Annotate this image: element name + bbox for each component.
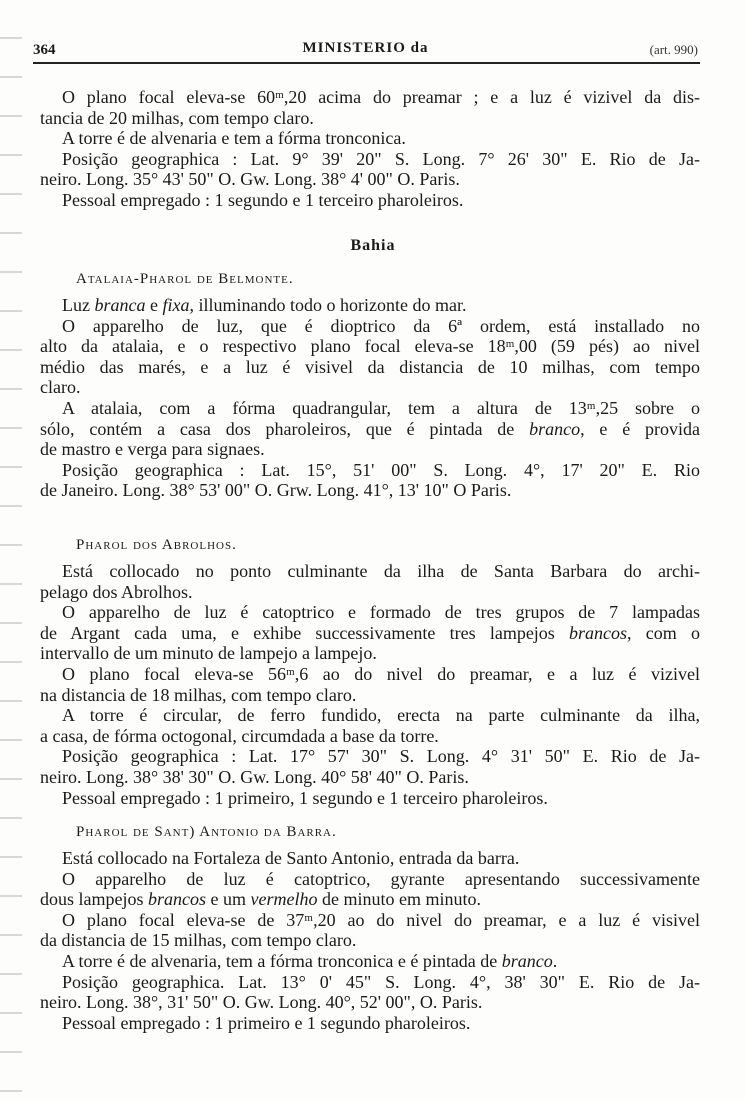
text-segment: Posição geographica. Lat. 13° 0' 45" S. Long. 4°, 38' 30" E. Rio de Ja-	[62, 971, 700, 992]
text-segment: A torre é de alvenaria, tem a fórma tronconica e é pintada de	[62, 950, 502, 971]
text-segment: médio das marés, e a luz é visivel da distancia de 10 milhas, com tempo	[40, 356, 700, 377]
text-line	[40, 848, 700, 869]
text-line	[40, 561, 700, 582]
text-line	[40, 357, 700, 378]
text-line	[40, 685, 700, 706]
text-line	[40, 623, 700, 644]
text-segment: A torre é de alvenaria e tem a fórma tronconica.	[62, 128, 406, 149]
text-line	[40, 128, 700, 149]
text-segment: na distancia de 18 milhas, com tempo claro.	[40, 684, 357, 705]
header-rule	[33, 62, 700, 64]
text-line	[40, 87, 700, 108]
text-line	[40, 602, 700, 623]
text-segment: de mastro e verga para signaes.	[40, 439, 265, 460]
text-segment: , com o	[627, 622, 700, 643]
text-line	[40, 582, 700, 603]
text-line	[40, 951, 700, 972]
text-segment: dous lampejos	[40, 889, 148, 910]
text-line	[40, 377, 700, 398]
text-segment: tancia de 20 milhas, com tempo claro.	[40, 107, 314, 128]
text-line	[40, 169, 700, 190]
text-segment: intervallo de um minuto de lampejo a lampejo.	[40, 643, 377, 664]
italic-text: fixa	[162, 295, 190, 315]
text-segment: O apparelho de luz, que é dioptrico da 6ª ordem, está installado no	[62, 315, 700, 336]
section-pharol-santo-antonio	[40, 822, 700, 1033]
page-number: 364	[33, 42, 56, 58]
text-segment: A atalaia, com a fórma quadrangular, tem a altura de 13ᵐ,25 sobre o	[62, 397, 700, 418]
text-segment: O apparelho de luz é catoptrico, gyrante apresentando successivamente	[62, 868, 700, 889]
text-line	[40, 992, 700, 1013]
text-segment: O plano focal eleva-se 60ᵐ,20 acima do preamar ; e a luz é vizivel da dis-	[62, 87, 700, 107]
text-line	[40, 316, 700, 337]
text-line	[40, 480, 700, 501]
section-atalaia-belmonte	[40, 269, 700, 501]
text-segment: de minuto em minuto.	[317, 889, 481, 910]
text-segment: , e é provida	[580, 418, 701, 439]
text-line	[40, 108, 700, 129]
scan-margin-noise	[0, 0, 22, 1099]
text-line	[40, 295, 700, 316]
text-segment: neiro. Long. 35° 43' 50" O. Gw. Long. 38° 4' 00" O. Paris.	[40, 169, 460, 190]
text-segment: Pessoal empregado : 1 segundo e 1 terceiro pharoleiros.	[62, 189, 464, 210]
text-line	[40, 149, 700, 170]
text-segment: claro.	[40, 377, 81, 398]
text-line	[40, 972, 700, 993]
text-segment: , illuminando todo o horizonte do mar.	[189, 295, 467, 315]
text-line	[40, 398, 700, 419]
text-segment: Está collocado na Fortaleza de Santo Antonio, entrada da barra.	[62, 848, 520, 868]
text-segment: Posição geographica : Lat. 17° 57' 30" S. Long. 4° 31' 50" E. Rio de Ja-	[62, 746, 700, 767]
text-segment: Pessoal empregado : 1 primeiro, 1 segundo e 1 terceiro pharoleiros.	[62, 787, 548, 808]
italic-text: branco	[529, 418, 581, 439]
text-segment: O apparelho de luz é catoptrico e formado de tres grupos de 7 lampadas	[62, 602, 700, 623]
section-heading: Pharol de Sant) Antonio da Barra.	[76, 824, 337, 840]
text-line	[40, 419, 700, 440]
text-line	[40, 190, 700, 211]
italic-text: branco	[501, 950, 553, 971]
region-heading: Bahia	[350, 237, 396, 254]
text-line	[40, 664, 700, 685]
text-line	[40, 767, 700, 788]
section-continued	[40, 87, 700, 211]
text-line	[40, 726, 700, 747]
text-segment: Luz	[62, 295, 95, 315]
italic-text: vermelho	[250, 889, 318, 910]
text-line	[40, 910, 700, 931]
text-segment: Está collocado no ponto culminante da ilha de Santa Barbara do archi-	[62, 561, 700, 581]
text-segment: neiro. Long. 38°, 31' 50" O. Gw. Long. 40°, 52' 00", O. Paris.	[40, 992, 483, 1013]
text-line	[40, 930, 700, 951]
italic-text: brancos	[569, 622, 628, 643]
text-line	[40, 460, 700, 481]
text-segment: .	[552, 950, 558, 971]
text-line	[40, 869, 700, 890]
text-line	[40, 788, 700, 809]
italic-text: branca	[94, 295, 146, 315]
text-line	[40, 643, 700, 664]
section-pharol-abrolhos	[40, 535, 700, 808]
text-line	[40, 746, 700, 767]
text-line	[40, 1013, 700, 1034]
text-segment: sólo, contém a casa dos pharoleiros, que é pintada de	[40, 418, 530, 439]
running-header	[33, 40, 698, 62]
text-segment: neiro. Long. 38° 38' 30" O. Gw. Long. 40° 58' 40" O. Paris.	[40, 766, 469, 787]
text-segment: e	[145, 295, 163, 315]
text-segment: Posição geographica : Lat. 9° 39' 20" S. Long. 7° 26' 30" E. Rio de Ja-	[62, 148, 700, 169]
text-segment: e um	[206, 889, 251, 910]
text-segment: Pessoal empregado : 1 primeiro e 1 segundo pharoleiros.	[62, 1012, 471, 1033]
text-line	[40, 705, 700, 726]
running-title: MINISTERIO da	[302, 40, 429, 56]
text-segment: Posição geographica : Lat. 15°, 51' 00" S. Long. 4°, 17' 20" E. Rio	[62, 459, 700, 480]
article-reference: (art. 990)	[649, 42, 698, 57]
text-line	[40, 439, 700, 460]
text-segment: O plano focal eleva-se 56ᵐ,6 ao do nivel do preamar, e a luz é vizivel	[62, 663, 700, 684]
text-line	[40, 889, 700, 910]
section-heading: Pharol dos Abrolhos.	[76, 537, 237, 553]
text-segment: pelago dos Abrolhos.	[40, 581, 193, 602]
text-segment: de Janeiro. Long. 38° 53' 00" O. Grw. Long. 41°, 13' 10" O Paris.	[40, 480, 512, 501]
italic-text: brancos	[148, 889, 206, 910]
text-line	[40, 336, 700, 357]
text-segment: de Argant cada uma, e exhibe successivamente tres lampejos	[40, 622, 570, 643]
text-segment: alto da atalaia, e o respectivo plano focal eleva-se 18ᵐ,00 (59 pés) ao nivel	[40, 336, 700, 357]
section-heading: Atalaia-Pharol de Belmonte.	[76, 271, 294, 287]
text-segment: A torre é circular, de ferro fundido, erecta na parte culminante da ilha,	[62, 705, 700, 726]
text-segment: a casa, de fórma octogonal, circumdada a base da torre.	[40, 725, 439, 746]
text-segment: O plano focal eleva-se de 37ᵐ,20 ao do nivel do preamar, e a luz é visivel	[62, 909, 700, 930]
text-segment: da distancia de 15 milhas, com tempo claro.	[40, 930, 357, 951]
